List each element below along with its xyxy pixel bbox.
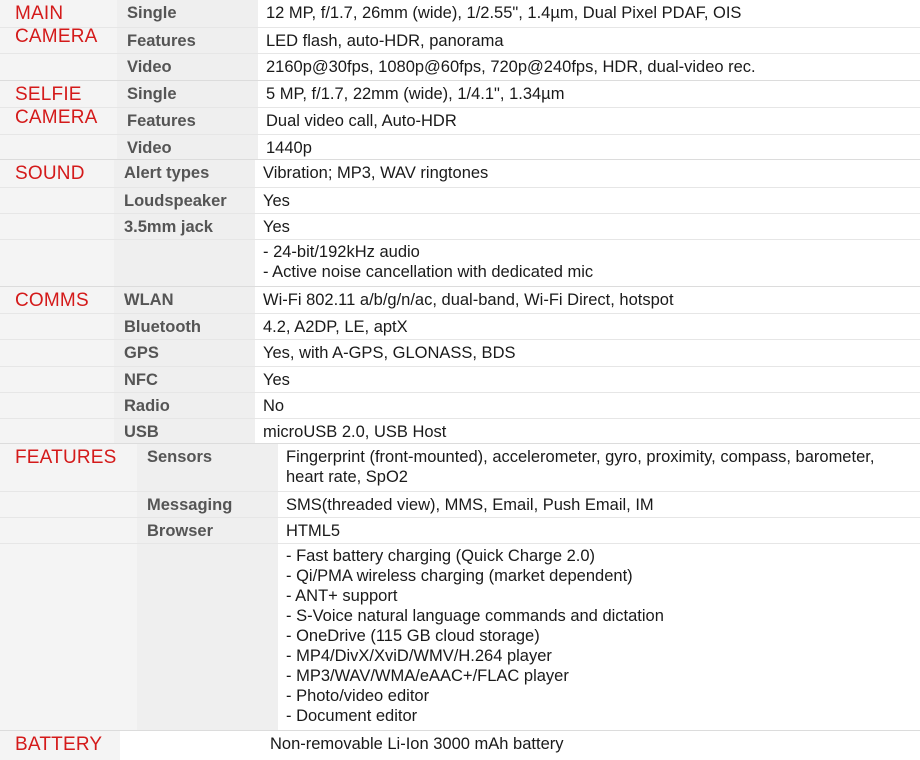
section-title: COMMS [15, 290, 89, 311]
spec-value: No [263, 397, 285, 415]
spec-row [0, 444, 920, 491]
list-item: - MP4/DivX/XviD/WMV/H.264 player [286, 647, 552, 665]
spec-label: Features [127, 112, 196, 130]
spec-row [0, 366, 920, 393]
section-sound [0, 159, 920, 287]
spec-value: 5 MP, f/1.7, 22mm (wide), 1/4.1", 1.34µm [266, 85, 565, 103]
spec-value: Fingerprint (front-mounted), accelerometer, gyro, proximity, compass, barometer, heart rate, SpO2 [286, 448, 875, 486]
spec-value: HTML5 [286, 522, 341, 540]
list-item: - OneDrive (115 GB cloud storage) [286, 627, 540, 645]
section-title: BATTERY [15, 734, 103, 755]
section-title: FEATURES [15, 447, 117, 468]
section-battery [0, 730, 920, 760]
spec-label: Single [127, 85, 177, 103]
section-title: SELFIE CAMERA [15, 84, 98, 128]
list-item: - Fast battery charging (Quick Charge 2.0) [286, 547, 596, 565]
spec-label: Alert types [124, 164, 210, 182]
spec-value: Yes [263, 371, 290, 389]
spec-row [0, 287, 920, 313]
spec-row [0, 517, 920, 544]
spec-label: WLAN [124, 291, 174, 309]
list-item: - Photo/video editor [286, 687, 430, 705]
spec-label: Sensors [147, 448, 213, 466]
spec-row [0, 213, 920, 240]
spec-value: Wi-Fi 802.11 a/b/g/n/ac, dual-band, Wi-Fi Direct, hotspot [263, 291, 674, 309]
spec-row [0, 81, 920, 107]
spec-value: Dual video call, Auto-HDR [266, 112, 457, 130]
spec-label: Messaging [147, 496, 233, 514]
spec-value: 2160p@30fps, 1080p@60fps, 720p@240fps, HDR, dual-video rec. [266, 58, 756, 76]
spec-value: Yes, with A-GPS, GLONASS, BDS [263, 344, 516, 362]
section-comms [0, 286, 920, 444]
spec-value: Vibration; MP3, WAV ringtones [263, 164, 489, 182]
spec-row [0, 392, 920, 419]
section-main-camera [0, 0, 920, 80]
spec-value: Yes [263, 218, 290, 236]
spec-row [0, 160, 920, 187]
list-item: - ANT+ support [286, 587, 398, 605]
spec-label: GPS [124, 344, 159, 362]
spec-row [0, 134, 920, 161]
spec-value: SMS(threaded view), MMS, Email, Push Email, IM [286, 496, 654, 514]
list-item: - Qi/PMA wireless charging (market dependent) [286, 567, 633, 585]
list-item: - Document editor [286, 707, 418, 725]
spec-label: Video [127, 139, 172, 157]
spec-value-list [263, 240, 910, 282]
list-item: - Active noise cancellation with dedicated mic [263, 263, 594, 281]
spec-row [0, 313, 920, 340]
spec-value: LED flash, auto-HDR, panorama [266, 32, 504, 50]
spec-label: Video [127, 58, 172, 76]
spec-value: Non-removable Li-Ion 3000 mAh battery [270, 735, 564, 753]
spec-value: 12 MP, f/1.7, 26mm (wide), 1/2.55", 1.4µm, Dual Pixel PDAF, OIS [266, 4, 742, 22]
spec-row [0, 418, 920, 445]
spec-value: 1440p [266, 139, 312, 157]
spec-row [0, 0, 920, 27]
section-selfie-camera [0, 80, 920, 160]
list-item: - 24-bit/192kHz audio [263, 243, 420, 261]
spec-row-extra [0, 543, 920, 732]
spec-row [0, 491, 920, 518]
spec-label: Radio [124, 397, 170, 415]
spec-value-list [286, 544, 910, 726]
spec-label: Features [127, 32, 196, 50]
spec-row [0, 187, 920, 214]
list-item: - MP3/WAV/WMA/eAAC+/FLAC player [286, 667, 569, 685]
section-title: SOUND [15, 163, 85, 184]
spec-label: 3.5mm jack [124, 218, 213, 236]
spec-label: USB [124, 423, 159, 441]
spec-row [0, 731, 920, 760]
spec-row [0, 107, 920, 135]
spec-value: 4.2, A2DP, LE, aptX [263, 318, 408, 336]
spec-label: Single [127, 4, 177, 22]
spec-value: Yes [263, 192, 290, 210]
section-features [0, 443, 920, 731]
list-item: - S-Voice natural language commands and dictation [286, 607, 664, 625]
spec-label: Bluetooth [124, 318, 201, 336]
spec-label: Loudspeaker [124, 192, 227, 210]
spec-row-extra [0, 239, 920, 288]
spec-label: Browser [147, 522, 214, 540]
spec-row [0, 339, 920, 367]
spec-label: NFC [124, 371, 158, 389]
spec-value: microUSB 2.0, USB Host [263, 423, 447, 441]
spec-row [0, 27, 920, 54]
spec-row [0, 53, 920, 81]
section-title: MAIN CAMERA [15, 3, 98, 47]
